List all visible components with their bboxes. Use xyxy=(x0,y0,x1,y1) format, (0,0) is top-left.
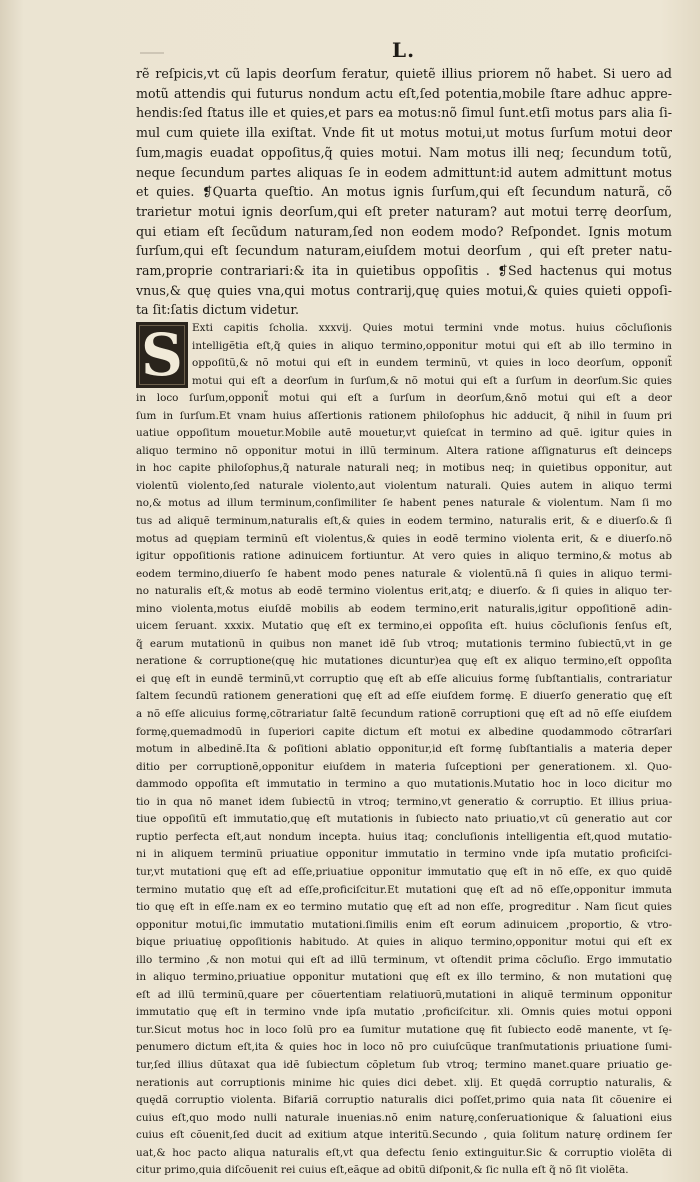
scholia-text-line: oppoſitũ,& nõ motui qui eſt in eundem terminũ, vt quies in loco deorſum, opponit̃ xyxy=(192,357,672,370)
scholia-text-line: in loco ſurſum,opponit̃ motui qui eſt a ſurſum in deorſum,&nõ motui qui eſt a deor xyxy=(136,392,672,405)
main-text-line: ſurſum,qui eſt ſecundum naturam,eiuſdem motui deorſum , qui eſt preter natu- xyxy=(136,243,672,259)
main-text-line: vnus,& quę quies vna,qui motus contrarij,quę quies motui,& quies quieti oppoſi- xyxy=(136,282,672,298)
scholia-text-line: immutatio quę eſt in termino vnde ipſa mutatio ,proficiſcitur. xli. Omnis quies motui opponi xyxy=(136,1006,672,1019)
scholia-text-line: cuius eſt cõuenit,ſed ducit ad exitium atque interitũ.Secundo , quia ſolitum naturę ordinem ſer xyxy=(136,1129,672,1142)
scholia-text-line: illo termino ,& non motui qui eſt ad illũ terminum, vt oſtendit prima cõcluſio. Ergo immutatio xyxy=(136,953,672,966)
scholia-text-line: dammodo oppoſita eſt immutatio in termino a quo mutationis.Mutatio hoc in loco dicitur mo xyxy=(136,778,672,791)
scholia-text-line: in hoc capite philoſophus,q̃ naturale naturali neq; in motibus neq; in quietibus opponitur, aut xyxy=(136,462,672,475)
main-text-line: qui etiam eſt ſecũdum naturam,ſed non eodem modo? Reſpondet. Ignis motum xyxy=(136,223,672,239)
scholia-text-line: a nõ eſſe alicuius formę,cõtrariatur ſaltẽ ſecundum rationẽ corruptioni quę eſt ad nõ eſſe eiuſdem xyxy=(136,708,672,721)
main-text-line: trarietur motui ignis deorſum,qui eſt preter naturam? aut motui terrę deorſum, xyxy=(136,203,672,219)
scholia-text-line: ni in aliquem terminũ priuatiue opponitur immutatio in termino vnde ipſa mutatio proficiſci- xyxy=(136,848,672,861)
scholia-text-line: ſaltem ſecundũ rationem generationi quę eſt ad eſſe eiuſdem formę. E diuerſo generatio quę eſt xyxy=(136,690,672,703)
scholia-text-line: tur.Sicut motus hoc in loco ſolũ pro ea ſumitur mutatione quę fit ſubiecto eodẽ manente, vt ſę- xyxy=(136,1023,672,1036)
main-text-block xyxy=(136,64,672,320)
main-text-line: neque ſecundum partes aliquas ſe in eodem admittunt:id autem admittunt motus xyxy=(136,164,672,180)
scholia-text-line: quędã corruptio violenta. Bifariã corruptio naturalis dici poſſet,primo quia nata ſit cõuenire ei xyxy=(136,1094,672,1107)
scholia-text-line: bique priuatiuę oppoſitionis habitudo. At quies in aliquo termino,opponitur motui qui eſt ex xyxy=(136,936,672,949)
scholia-text-line: termino mutatio quę eſt ad eſſe,proficiſcitur.Et mutationi quę eſt ad nõ eſſe,opponitur immuta xyxy=(136,883,672,896)
scholia-text-line: uat,& hoc pacto aliqua naturalis eſt,vt qua defectu ſenio extinguitur.Sic & corruptio violẽta di xyxy=(136,1146,672,1159)
scholia-text-line: motui qui eſt a deorſum in ſurſum,& nõ motui qui eſt a ſurſum in deorſum.Sic quies xyxy=(192,374,672,387)
main-text-line: motũ attendis qui futurus nondum actu eſt,ſed potentia,mobile ſtare adhuc appre- xyxy=(136,85,672,101)
scholia-text-line: in aliquo termino,priuatiue opponitur mutationi quę eſt ex illo termino, & non mutationi quę xyxy=(136,971,672,984)
scholia-text-line: tur,ſed illius dũtaxat qua idẽ ſubiectum cõpletum ſub vtroq; termino manet.quare priuatio ge- xyxy=(136,1058,672,1071)
scholia-text-line: mino violenta,motus eiuſdẽ mobilis ab eodem termino,erit naturalis,igitur oppoſitionẽ adin- xyxy=(136,602,672,615)
main-text-line: ta ſit:ſatis dictum videtur. xyxy=(136,302,300,318)
initial-letter: S xyxy=(141,322,183,388)
scholia-text-line: uicem ſeruant. xxxix. Mutatio quę eſt ex termino,ei oppoſita eſt. huius cõcluſionis ſenſus eſt, xyxy=(136,620,672,633)
scholia-text-line: tiue oppoſitũ eſt immutatio,quę eſt mutationis in ſubiecto nato priuatio,vt cũ generatio aut cor xyxy=(136,813,672,826)
scholia-text-line: tur,vt mutationi quę eſt ad eſſe,priuatiue opponitur immutatio quę eſt in nõ eſſe, ex quo quidẽ xyxy=(136,865,672,878)
main-text-line: mul cum quiete illa exiſtat. Vnde fit ut motus motui,ut motus ſurſum motui deor xyxy=(136,125,672,141)
scholia-text-line: citur primo,quia diſcõuenit rei cuius eſt,eãque ad obitũ diſponit,& ſic nulla eſt q̃ nõ ſit violẽta. xyxy=(136,1164,629,1177)
folio-number: L. xyxy=(392,38,416,62)
scholia-text-line: eſt ad illũ terminũ,quare per cõuertentiam relatiuorũ,mutationi in aliquẽ terminum opponitur xyxy=(136,988,672,1001)
scholia-text-line: penumero dictum eſt,ita & quies hoc in loco nõ pro cuiuſcũque tranſmutationis priuatione ſumi- xyxy=(136,1041,672,1054)
scholia-text-line: tio quę eſt in eſſe.nam ex eo termino mutatio quę eſt ad non eſſe, progreditur . Nam ſicut quies xyxy=(136,901,672,914)
scholia-text-line: ruptio perfecta eſt,aut nondum incepta. huius itaq; concluſionis intelligentia eſt,quod mutatio- xyxy=(136,830,672,843)
scholia-text-line: neratione & corruptione(quę hic mutationes dicuntur)ea quę eſt ex aliquo termino,eſt oppoſita xyxy=(136,655,672,668)
main-text-line: et quies. ❡Quarta queſtio. An motus ignis ſurſum,qui eſt ſecundum naturã, cõ xyxy=(136,184,672,200)
scholia-text-line: ditio per corruptionẽ,opponitur eiuſdem in materia ſuſceptioni per generationem. xl. Quo- xyxy=(136,760,672,773)
main-text-line: ram,proprie contrariari:& ita in quietibus oppoſitis . ❡Sed hactenus qui motus xyxy=(136,263,672,279)
scholia-text-line: Exti capitis ſcholia. xxxvij. Quies motui termini vnde motus. huius cõcluſionis xyxy=(192,322,672,334)
scholia-text-line: violentũ violento,ſed naturale violento,aut violentum naturali. Quies autem in aliquo termi xyxy=(136,479,672,492)
scholia-text-line: intelligẽtia eſt,q̃ quies in aliquo termino,opponitur motui qui eſt ab illo termino in xyxy=(192,339,672,352)
scholia-text-line: motum in albedinẽ.Ita & poſitioni ablatio opponitur,id eſt formę ſubſtantialis a materia deper xyxy=(136,743,672,756)
scholia-text-line: nerationis aut corruptionis minime hic quies dici debet. xlij. Et quędã corruptio naturalis, & xyxy=(136,1076,672,1089)
scholia-text-block xyxy=(136,320,672,1180)
scholia-text-line: igitur oppoſitionis ratione adinuicem fortiuntur. At vero quies in aliquo termino,& motus ab xyxy=(136,550,672,563)
main-text-line: ſum,magis euadat oppoſitus,q̃ quies motui. Nam motus illi neq; ſecundum totũ, xyxy=(136,144,672,160)
main-text-line: rẽ reſpicis,vt cũ lapis deorſum feratur, quietẽ illius priorem nõ habet. Si uero ad xyxy=(136,66,672,81)
scholia-text-line: formę,quemadmodũ in ſuperiori capite dictum eſt motui ex albedine quodammodo cõtrarſari xyxy=(136,725,672,738)
scholia-text-line: eodem termino,diuerſo ſe habent modo penes naturale & violentũ.nã ſi quies in aliquo termi- xyxy=(136,567,672,580)
main-text-line: hendis:ſed ſtatus ille et quies,et pars ea motus:nõ ſimul ſunt.etſi motus pars alia ſi- xyxy=(136,105,672,121)
scholia-text-line: opponitur motui,ſic immutatio mutationi.ſimilis enim eſt eorum adinuicem ,proportio, & vtro- xyxy=(136,918,672,931)
scholia-text-line: motus ad quępiam terminũ eſt violentus,& quies in eodẽ termino violenta erit, & e diuerſo.nõ xyxy=(136,532,672,545)
scholia-text-line: aliquo termino nõ opponitur motui in illũ terminum. Altera ratione aſſignaturus eſt deinceps xyxy=(136,444,672,457)
scholia-text-line: ſum in ſurſum.Et vnam huius aſſertionis rationem philoſophus hic adducit, q̃ nihil in ſuum pri xyxy=(136,409,672,422)
scholia-text-line: q̃ earum mutationũ in quibus non manet idẽ ſub vtroq; mutationis termino ſubiectũ,vt in ge xyxy=(136,637,672,650)
scholia-text-line: tus ad aliquẽ terminum,naturalis eſt,& quies in eodem termino, naturalis erit, & e diuerſo.& ſi xyxy=(136,515,672,528)
scholia-text-line: cuius eſt,quo modo nulli naturale inuenias.nõ enim naturę,conſeruationique & ſaluationi eius xyxy=(136,1111,672,1124)
scholia-text-line: no naturalis eſt,& motus ab eodẽ termino violentus erit,atq; e diuerſo. & ſi quies in aliquo ter- xyxy=(136,585,672,598)
scholia-text-line: ei quę eſt in eundẽ terminũ,vt corruptio quę eſt ab eſſe alicuius formę ſubſtantialis, contrariatur xyxy=(136,672,672,685)
scholia-text-line: uatiue oppoſitum mouetur.Mobile autẽ mouetur,vt quieſcat in termino ad quẽ. igitur quies in xyxy=(136,427,672,440)
scholia-text-line: no,& motus ad illum terminum,conſimiliter ſe habent penes naturale & violentum. Nam ſi mo xyxy=(136,497,672,510)
scholia-text-line: tio in qua nõ manet idem ſubiectũ in vtroq; termino,vt generatio & corruptio. Et illius priua- xyxy=(136,795,672,808)
